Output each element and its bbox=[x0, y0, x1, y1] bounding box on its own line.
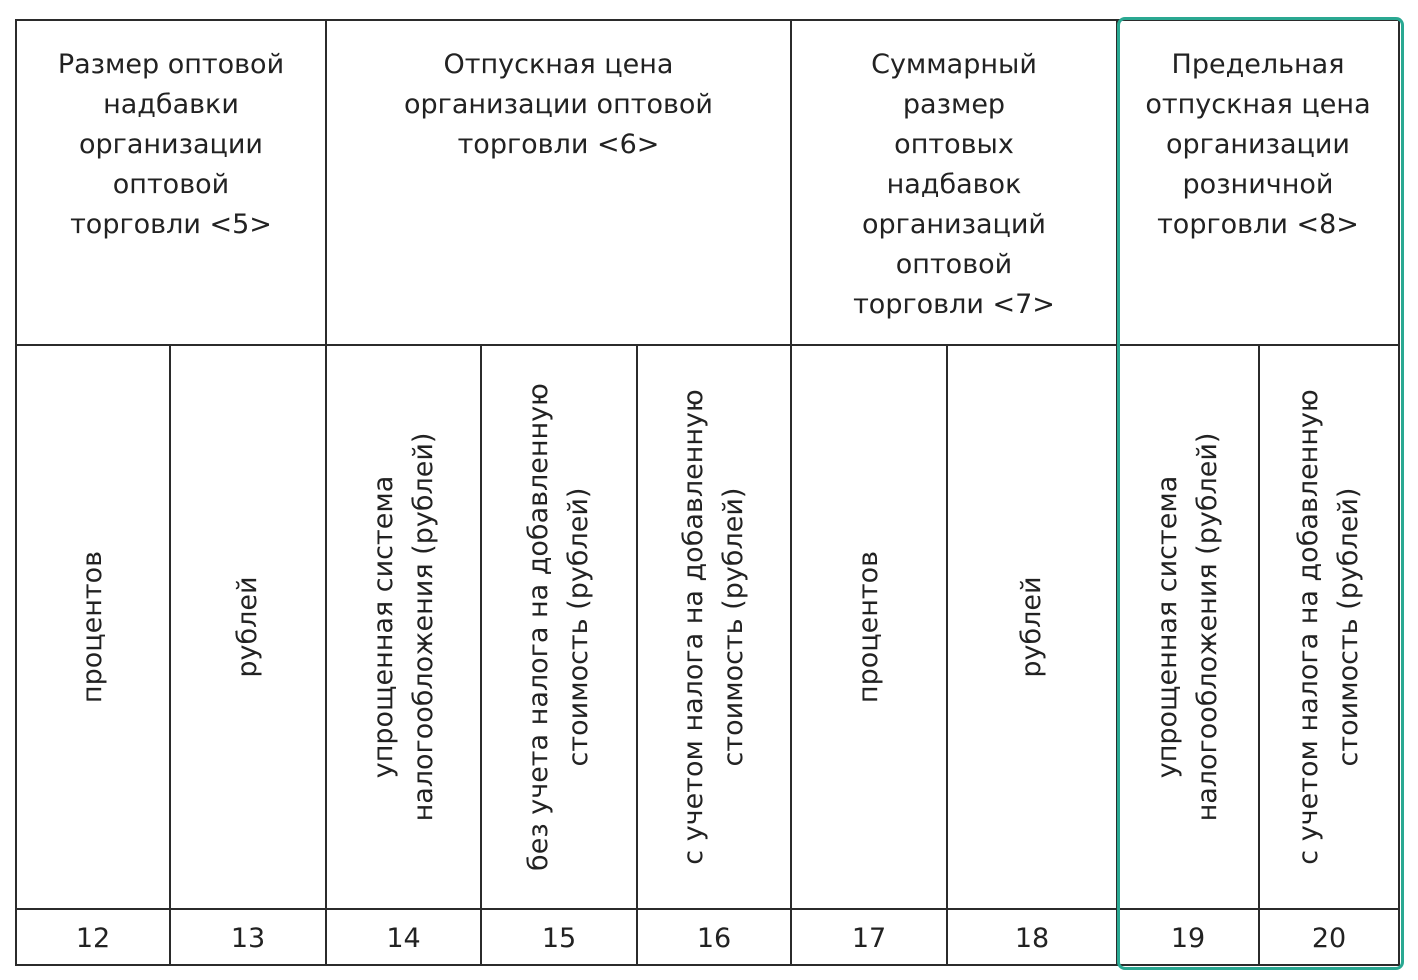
subheader-percent: процентов bbox=[853, 550, 884, 704]
header-total-markups-text: Суммарный размер оптовых надбавок организаций оптовой торговли <7> bbox=[853, 49, 1055, 320]
column-number: 13 bbox=[230, 922, 266, 954]
subheader-simplified-tax: упрощенная система налогообложения (рублей) bbox=[1152, 432, 1223, 822]
subheader-cell bbox=[482, 346, 636, 908]
column-number: 14 bbox=[386, 922, 421, 954]
highlight-frame bbox=[1117, 17, 1404, 970]
column-number: 20 bbox=[1311, 922, 1347, 954]
subheader-cell bbox=[17, 346, 169, 908]
subheader-with-vat: с учетом налога на добавленную стоимость (рублей) bbox=[1293, 389, 1364, 865]
subheader-cell bbox=[327, 346, 480, 908]
column-number: 19 bbox=[1170, 922, 1206, 954]
column-number: 12 bbox=[75, 922, 111, 954]
subheader-simplified-tax: упрощенная система налогообложения (рублей) bbox=[367, 432, 439, 822]
header-wholesale-price-text: Отпускная цена организации оптовой торговли <6> bbox=[404, 49, 713, 160]
header-wholesale-price bbox=[327, 21, 790, 344]
subheader-with-vat: с учетом налога на добавленную стоимость (рублей) bbox=[678, 389, 749, 865]
column-number: 16 bbox=[696, 922, 732, 954]
subheader-rubles: рублей bbox=[1016, 576, 1047, 678]
subheader-percent: процентов bbox=[77, 550, 108, 704]
header-wholesale-markup bbox=[17, 21, 325, 344]
subheader-cell bbox=[171, 346, 325, 908]
column-number: 18 bbox=[1014, 922, 1050, 954]
header-retail-price-text: Предельная отпускная цена организации розничной торговли <8> bbox=[1145, 49, 1371, 240]
column-number: 15 bbox=[541, 922, 577, 954]
subheader-cell bbox=[638, 346, 790, 908]
column-number: 17 bbox=[851, 922, 887, 954]
subheader-rubles: рублей bbox=[232, 576, 263, 678]
header-wholesale-markup-text: Размер оптовой надбавки организации оптовой торговли <5> bbox=[57, 49, 285, 240]
subheader-without-vat: без учета налога на добавленную стоимость (рублей) bbox=[523, 383, 594, 871]
header-total-markups bbox=[792, 21, 1116, 344]
subheader-cell bbox=[792, 346, 946, 908]
subheader-cell bbox=[948, 346, 1116, 908]
